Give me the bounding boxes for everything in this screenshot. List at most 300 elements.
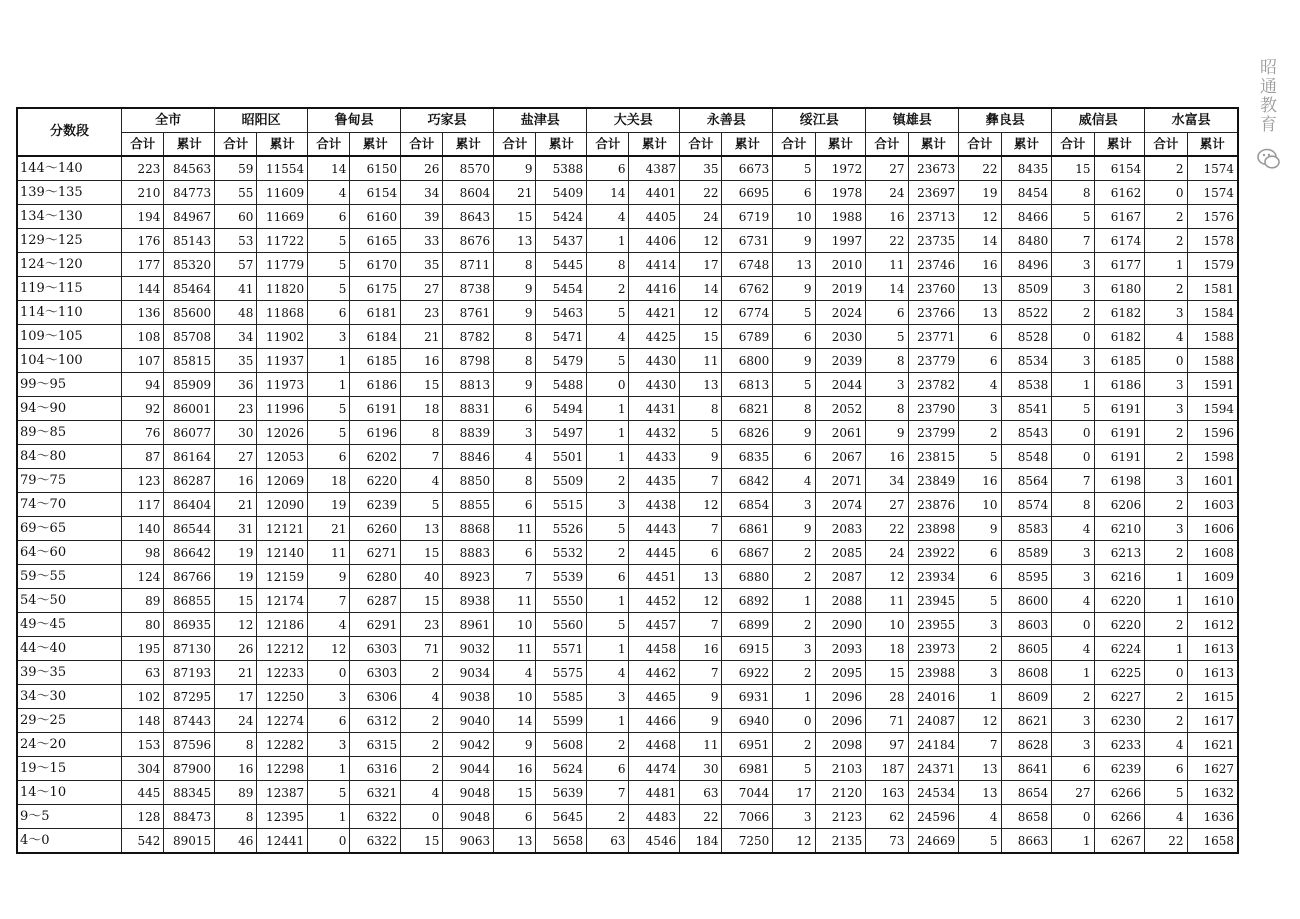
total-cell: 12 (680, 301, 722, 325)
cumulative-cell: 11609 (257, 181, 308, 205)
table-row (17, 325, 1238, 349)
cumulative-cell: 1997 (815, 229, 866, 253)
total-cell: 12 (680, 493, 722, 517)
total-cell: 31 (215, 517, 257, 541)
subheader-total: 合计 (1145, 133, 1187, 157)
table-row (17, 445, 1238, 469)
cumulative-cell: 4416 (629, 277, 680, 301)
cumulative-cell: 2085 (815, 541, 866, 565)
total-cell: 0 (1145, 349, 1187, 373)
cumulative-cell: 8548 (1001, 445, 1052, 469)
score-distribution-table (16, 107, 1239, 854)
cumulative-cell: 8628 (1001, 733, 1052, 757)
cumulative-cell: 5409 (536, 181, 587, 205)
total-cell: 102 (122, 685, 164, 709)
cumulative-cell: 23735 (908, 229, 959, 253)
cumulative-cell: 8570 (443, 156, 494, 181)
subheader-cumulative: 累计 (536, 133, 587, 157)
total-cell: 3 (308, 733, 350, 757)
total-cell: 16 (866, 205, 908, 229)
total-cell: 1 (587, 397, 629, 421)
total-cell: 8 (215, 805, 257, 829)
total-cell: 6 (959, 541, 1001, 565)
total-cell: 3 (959, 613, 1001, 637)
cumulative-cell: 9048 (443, 805, 494, 829)
total-cell: 13 (959, 781, 1001, 805)
cumulative-cell: 4430 (629, 373, 680, 397)
total-cell: 8 (401, 421, 443, 445)
total-cell: 24 (680, 205, 722, 229)
cumulative-cell: 4466 (629, 709, 680, 733)
total-cell: 9 (308, 565, 350, 589)
table-row (17, 805, 1238, 829)
total-cell: 97 (866, 733, 908, 757)
total-cell: 8 (866, 397, 908, 421)
total-cell: 19 (959, 181, 1001, 205)
cumulative-cell: 5575 (536, 661, 587, 685)
total-cell: 4 (1052, 637, 1094, 661)
total-cell: 5 (773, 156, 815, 181)
cumulative-cell: 6892 (722, 589, 773, 613)
cumulative-cell: 23934 (908, 565, 959, 589)
region-header: 鲁甸县 (308, 108, 401, 133)
cumulative-cell: 6191 (1094, 421, 1145, 445)
total-cell: 1 (308, 805, 350, 829)
cumulative-cell: 5424 (536, 205, 587, 229)
total-cell: 19 (308, 493, 350, 517)
cumulative-cell: 24184 (908, 733, 959, 757)
cumulative-cell: 86164 (164, 445, 215, 469)
watermark (1248, 28, 1288, 178)
cumulative-cell: 11868 (257, 301, 308, 325)
cumulative-cell: 6789 (722, 325, 773, 349)
region-header: 彝良县 (959, 108, 1052, 133)
cumulative-cell: 8541 (1001, 397, 1052, 421)
total-cell: 63 (680, 781, 722, 805)
total-cell: 17 (680, 253, 722, 277)
score-segment-cell: 74～70 (17, 493, 122, 517)
total-cell: 30 (680, 757, 722, 781)
score-segment-cell: 14～10 (17, 781, 122, 805)
header-row-regions (17, 108, 1238, 133)
total-cell: 2 (587, 469, 629, 493)
total-cell: 15 (680, 325, 722, 349)
total-cell: 21 (215, 493, 257, 517)
cumulative-cell: 87596 (164, 733, 215, 757)
total-cell: 195 (122, 637, 164, 661)
total-cell: 5 (959, 589, 1001, 613)
total-cell: 14 (866, 277, 908, 301)
cumulative-cell: 8961 (443, 613, 494, 637)
total-cell: 11 (308, 541, 350, 565)
cumulative-cell: 6315 (350, 733, 401, 757)
total-cell: 4 (1145, 805, 1187, 829)
total-cell: 4 (401, 781, 443, 805)
total-cell: 7 (680, 613, 722, 637)
cumulative-cell: 86766 (164, 565, 215, 589)
cumulative-cell: 6213 (1094, 541, 1145, 565)
total-cell: 8 (1052, 181, 1094, 205)
subheader-cumulative: 累计 (443, 133, 494, 157)
cumulative-cell: 4387 (629, 156, 680, 181)
cumulative-cell: 1579 (1187, 253, 1238, 277)
total-cell: 9 (494, 373, 536, 397)
watermark-text: 昭通教育 (1256, 58, 1276, 134)
total-cell: 21 (215, 661, 257, 685)
total-cell: 76 (122, 421, 164, 445)
subheader-cumulative: 累计 (1001, 133, 1052, 157)
cumulative-cell: 11779 (257, 253, 308, 277)
table-row (17, 637, 1238, 661)
cumulative-cell: 5515 (536, 493, 587, 517)
total-cell: 3 (959, 661, 1001, 685)
total-cell: 4 (587, 325, 629, 349)
cumulative-cell: 6150 (350, 156, 401, 181)
total-cell: 2 (401, 661, 443, 685)
total-cell: 0 (308, 829, 350, 854)
total-cell: 8 (494, 349, 536, 373)
total-cell: 87 (122, 445, 164, 469)
wechat-icon (1256, 146, 1282, 172)
cumulative-cell: 2024 (815, 301, 866, 325)
region-header: 镇雄县 (866, 108, 959, 133)
total-cell: 6 (773, 445, 815, 469)
total-cell: 9 (773, 229, 815, 253)
cumulative-cell: 8543 (1001, 421, 1052, 445)
region-header: 全市 (122, 108, 215, 133)
total-cell: 34 (866, 469, 908, 493)
cumulative-cell: 8839 (443, 421, 494, 445)
total-cell: 26 (401, 156, 443, 181)
cumulative-cell: 6225 (1094, 661, 1145, 685)
total-cell: 3 (587, 685, 629, 709)
total-cell: 60 (215, 205, 257, 229)
cumulative-cell: 6719 (722, 205, 773, 229)
cumulative-cell: 1613 (1187, 637, 1238, 661)
cumulative-cell: 12395 (257, 805, 308, 829)
total-cell: 18 (866, 637, 908, 661)
cumulative-cell: 23673 (908, 156, 959, 181)
total-cell: 6 (959, 565, 1001, 589)
total-cell: 6 (587, 757, 629, 781)
cumulative-cell: 12121 (257, 517, 308, 541)
score-segment-cell: 34～30 (17, 685, 122, 709)
cumulative-cell: 4425 (629, 325, 680, 349)
total-cell: 4 (959, 805, 1001, 829)
cumulative-cell: 2098 (815, 733, 866, 757)
score-segment-cell: 94～90 (17, 397, 122, 421)
cumulative-cell: 8641 (1001, 757, 1052, 781)
cumulative-cell: 4546 (629, 829, 680, 854)
cumulative-cell: 8454 (1001, 181, 1052, 205)
cumulative-cell: 12233 (257, 661, 308, 685)
total-cell: 12 (959, 205, 1001, 229)
cumulative-cell: 86855 (164, 589, 215, 613)
cumulative-cell: 1601 (1187, 469, 1238, 493)
cumulative-cell: 12090 (257, 493, 308, 517)
cumulative-cell: 6899 (722, 613, 773, 637)
table-row (17, 685, 1238, 709)
cumulative-cell: 5445 (536, 253, 587, 277)
total-cell: 3 (773, 493, 815, 517)
cumulative-cell: 4458 (629, 637, 680, 661)
total-cell: 2 (1145, 493, 1187, 517)
cumulative-cell: 6191 (350, 397, 401, 421)
total-cell: 2 (1145, 445, 1187, 469)
cumulative-cell: 87193 (164, 661, 215, 685)
cumulative-cell: 8605 (1001, 637, 1052, 661)
total-cell: 2 (773, 733, 815, 757)
cumulative-cell: 5463 (536, 301, 587, 325)
total-cell: 9 (773, 277, 815, 301)
cumulative-cell: 12250 (257, 685, 308, 709)
total-cell: 13 (959, 301, 1001, 325)
total-cell: 30 (215, 421, 257, 445)
score-segment-cell: 54～50 (17, 589, 122, 613)
total-cell: 94 (122, 373, 164, 397)
table-row (17, 229, 1238, 253)
total-cell: 2 (587, 541, 629, 565)
table-row (17, 541, 1238, 565)
cumulative-cell: 6915 (722, 637, 773, 661)
cumulative-cell: 2039 (815, 349, 866, 373)
score-segment-cell: 49～45 (17, 613, 122, 637)
cumulative-cell: 5585 (536, 685, 587, 709)
cumulative-cell: 6322 (350, 805, 401, 829)
total-cell: 5 (866, 325, 908, 349)
cumulative-cell: 8813 (443, 373, 494, 397)
total-cell: 3 (1145, 397, 1187, 421)
total-cell: 2 (587, 805, 629, 829)
total-cell: 136 (122, 301, 164, 325)
cumulative-cell: 4435 (629, 469, 680, 493)
subheader-cumulative: 累计 (722, 133, 773, 157)
total-cell: 4 (1145, 733, 1187, 757)
cumulative-cell: 24087 (908, 709, 959, 733)
total-cell: 223 (122, 156, 164, 181)
total-cell: 210 (122, 181, 164, 205)
total-cell: 1 (587, 709, 629, 733)
cumulative-cell: 8609 (1001, 685, 1052, 709)
cumulative-cell: 6185 (1094, 349, 1145, 373)
total-cell: 3 (773, 637, 815, 661)
total-cell: 14 (587, 181, 629, 205)
cumulative-cell: 24669 (908, 829, 959, 854)
cumulative-cell: 6181 (350, 301, 401, 325)
cumulative-cell: 6266 (1094, 781, 1145, 805)
score-segment-cell: 139～135 (17, 181, 122, 205)
cumulative-cell: 6177 (1094, 253, 1145, 277)
total-cell: 9 (866, 421, 908, 445)
total-cell: 7 (680, 517, 722, 541)
total-cell: 4 (401, 469, 443, 493)
cumulative-cell: 1598 (1187, 445, 1238, 469)
table-row (17, 661, 1238, 685)
cumulative-cell: 9038 (443, 685, 494, 709)
cumulative-cell: 2095 (815, 661, 866, 685)
total-cell: 0 (1052, 805, 1094, 829)
total-cell: 5 (773, 757, 815, 781)
cumulative-cell: 8621 (1001, 709, 1052, 733)
cumulative-cell: 7250 (722, 829, 773, 854)
table-row (17, 397, 1238, 421)
cumulative-cell: 2083 (815, 517, 866, 541)
cumulative-cell: 6316 (350, 757, 401, 781)
cumulative-cell: 6266 (1094, 805, 1145, 829)
cumulative-cell: 4468 (629, 733, 680, 757)
total-cell: 3 (773, 805, 815, 829)
total-cell: 57 (215, 253, 257, 277)
cumulative-cell: 6774 (722, 301, 773, 325)
cumulative-cell: 2067 (815, 445, 866, 469)
total-cell: 53 (215, 229, 257, 253)
total-cell: 21 (494, 181, 536, 205)
cumulative-cell: 86404 (164, 493, 215, 517)
cumulative-cell: 12159 (257, 565, 308, 589)
total-cell: 123 (122, 469, 164, 493)
total-cell: 22 (1145, 829, 1187, 854)
cumulative-cell: 9042 (443, 733, 494, 757)
total-cell: 108 (122, 325, 164, 349)
cumulative-cell: 24016 (908, 685, 959, 709)
total-cell: 5 (587, 301, 629, 325)
total-cell: 2 (773, 541, 815, 565)
cumulative-cell: 6922 (722, 661, 773, 685)
score-segment-cell: 104～100 (17, 349, 122, 373)
cumulative-cell: 1608 (1187, 541, 1238, 565)
total-cell: 4 (1145, 325, 1187, 349)
total-cell: 3 (308, 325, 350, 349)
cumulative-cell: 5526 (536, 517, 587, 541)
region-header: 水富县 (1145, 108, 1238, 133)
total-cell: 9 (680, 445, 722, 469)
total-cell: 1 (587, 229, 629, 253)
cumulative-cell: 8595 (1001, 565, 1052, 589)
total-cell: 14 (308, 156, 350, 181)
cumulative-cell: 1658 (1187, 829, 1238, 854)
cumulative-cell: 12274 (257, 709, 308, 733)
header-row-subcolumns (17, 133, 1238, 157)
cumulative-cell: 6224 (1094, 637, 1145, 661)
table-row (17, 733, 1238, 757)
segment-header: 分数段 (17, 108, 122, 156)
total-cell: 23 (401, 301, 443, 325)
score-segment-cell: 19～15 (17, 757, 122, 781)
cumulative-cell: 6861 (722, 517, 773, 541)
total-cell: 10 (959, 493, 1001, 517)
total-cell: 1 (1052, 661, 1094, 685)
total-cell: 12 (680, 589, 722, 613)
total-cell: 8 (494, 325, 536, 349)
cumulative-cell: 8654 (1001, 781, 1052, 805)
cumulative-cell: 4481 (629, 781, 680, 805)
total-cell: 6 (494, 805, 536, 829)
cumulative-cell: 2044 (815, 373, 866, 397)
total-cell: 5 (308, 421, 350, 445)
cumulative-cell: 6220 (1094, 613, 1145, 637)
cumulative-cell: 6154 (1094, 156, 1145, 181)
region-header: 巧家县 (401, 108, 494, 133)
total-cell: 5 (959, 445, 1001, 469)
total-cell: 2 (401, 757, 443, 781)
total-cell: 11 (494, 517, 536, 541)
subheader-total: 合计 (587, 133, 629, 157)
subheader-cumulative: 累计 (815, 133, 866, 157)
cumulative-cell: 5488 (536, 373, 587, 397)
cumulative-cell: 8509 (1001, 277, 1052, 301)
total-cell: 4 (308, 181, 350, 205)
cumulative-cell: 1972 (815, 156, 866, 181)
cumulative-cell: 5471 (536, 325, 587, 349)
total-cell: 35 (401, 253, 443, 277)
cumulative-cell: 6312 (350, 709, 401, 733)
total-cell: 0 (1052, 613, 1094, 637)
cumulative-cell: 12387 (257, 781, 308, 805)
cumulative-cell: 6673 (722, 156, 773, 181)
table-row (17, 156, 1238, 181)
total-cell: 89 (215, 781, 257, 805)
total-cell: 6 (308, 445, 350, 469)
total-cell: 15 (401, 541, 443, 565)
cumulative-cell: 87900 (164, 757, 215, 781)
cumulative-cell: 6162 (1094, 181, 1145, 205)
cumulative-cell: 4452 (629, 589, 680, 613)
cumulative-cell: 8711 (443, 253, 494, 277)
cumulative-cell: 6202 (350, 445, 401, 469)
subheader-total: 合计 (494, 133, 536, 157)
cumulative-cell: 23898 (908, 517, 959, 541)
total-cell: 2 (773, 661, 815, 685)
total-cell: 23 (215, 397, 257, 421)
cumulative-cell: 88473 (164, 805, 215, 829)
cumulative-cell: 1978 (815, 181, 866, 205)
total-cell: 19 (215, 541, 257, 565)
cumulative-cell: 6184 (350, 325, 401, 349)
cumulative-cell: 23849 (908, 469, 959, 493)
cumulative-cell: 6182 (1094, 325, 1145, 349)
total-cell: 5 (401, 493, 443, 517)
total-cell: 34 (215, 325, 257, 349)
cumulative-cell: 1588 (1187, 349, 1238, 373)
total-cell: 0 (308, 661, 350, 685)
total-cell: 1 (587, 589, 629, 613)
total-cell: 8 (1052, 493, 1094, 517)
score-segment-cell: 24～20 (17, 733, 122, 757)
cumulative-cell: 7044 (722, 781, 773, 805)
total-cell: 14 (959, 229, 1001, 253)
cumulative-cell: 89015 (164, 829, 215, 854)
cumulative-cell: 8798 (443, 349, 494, 373)
cumulative-cell: 8583 (1001, 517, 1052, 541)
total-cell: 11 (680, 733, 722, 757)
cumulative-cell: 6191 (1094, 397, 1145, 421)
cumulative-cell: 4451 (629, 565, 680, 589)
cumulative-cell: 2135 (815, 829, 866, 854)
cumulative-cell: 23746 (908, 253, 959, 277)
cumulative-cell: 8850 (443, 469, 494, 493)
total-cell: 22 (959, 156, 1001, 181)
total-cell: 5 (308, 229, 350, 253)
cumulative-cell: 12186 (257, 613, 308, 637)
cumulative-cell: 1613 (1187, 661, 1238, 685)
cumulative-cell: 6260 (350, 517, 401, 541)
cumulative-cell: 6762 (722, 277, 773, 301)
cumulative-cell: 6206 (1094, 493, 1145, 517)
score-distribution-table-wrapper (16, 107, 1239, 854)
total-cell: 8 (587, 253, 629, 277)
total-cell: 16 (680, 637, 722, 661)
cumulative-cell: 5497 (536, 421, 587, 445)
